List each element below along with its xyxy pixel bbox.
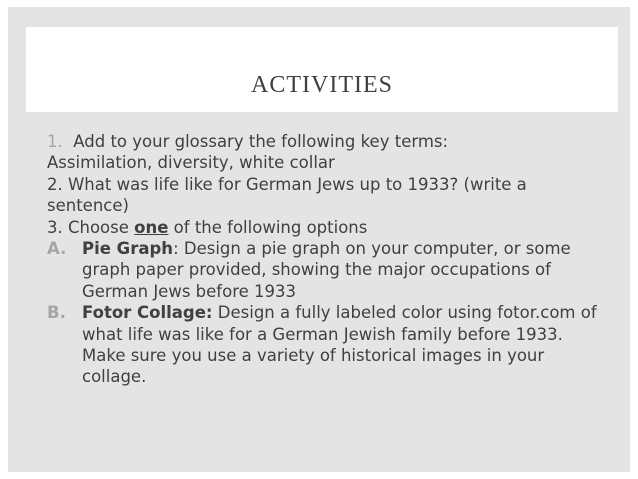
- option-a-letter: A.: [47, 239, 67, 259]
- item-1-terms: Assimilation, diversity, white collar: [47, 153, 335, 173]
- title-box: [26, 27, 618, 112]
- item-1: [47, 131, 607, 152]
- slide-title: ACTIVITIES: [251, 72, 393, 98]
- option-a-name: Pie Graph: [82, 239, 174, 259]
- item-2: 2. What was life like for German Jews up to 1933? (write a sentence): [47, 174, 527, 216]
- item-3: [47, 217, 607, 238]
- option-a: [47, 238, 607, 302]
- slide-body: [47, 131, 607, 388]
- item-3-suffix: of the following options: [168, 217, 368, 237]
- item-1-text: Add to your glossary the following key terms:: [73, 132, 449, 151]
- item-1-number: 1.: [47, 132, 63, 151]
- option-b-letter: B.: [47, 303, 66, 323]
- option-a-text: : Design a pie graph on your computer, or some graph paper provided, showing the major occupations of German Jews before 1933: [82, 239, 571, 301]
- item-3-prefix: 3. Choose: [47, 217, 135, 237]
- option-b-name: Fotor Collage:: [82, 303, 213, 323]
- item-3-emphasis: one: [134, 217, 169, 237]
- option-b: [47, 302, 607, 388]
- option-b-text: Design a fully labeled color using fotor.com of what life was like for a German Jewish family before 1933. Make sure you use a variety of historical images in your collage.: [82, 303, 597, 387]
- slide: [8, 7, 630, 472]
